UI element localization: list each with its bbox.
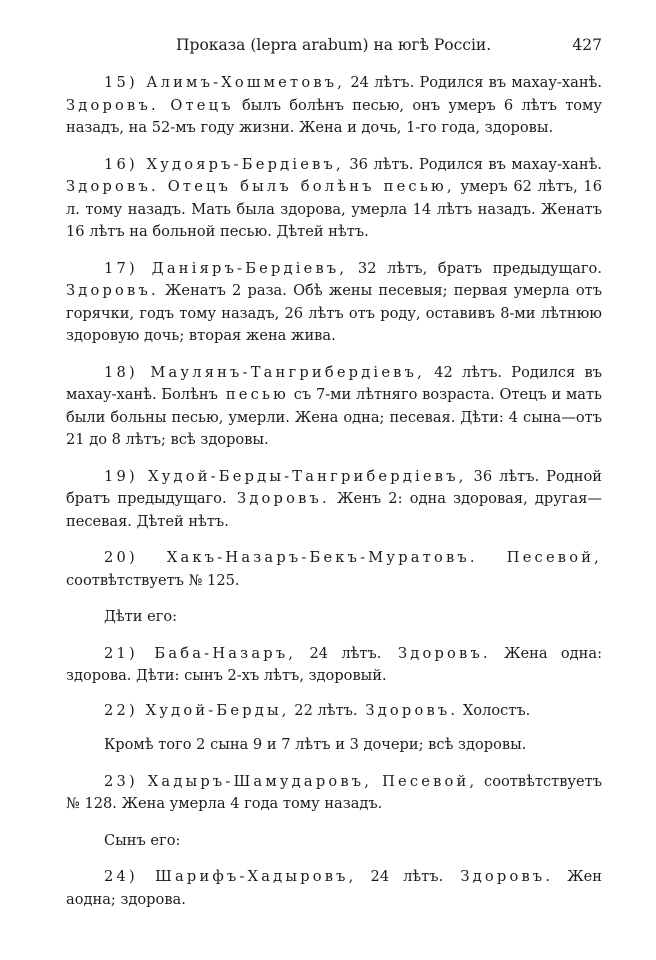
entry-text: 22 лѣтъ. [289, 701, 358, 719]
entry-name: 20) Хакъ-Назаръ-Бекъ-Муратовъ. [104, 549, 478, 566]
entry-18 [66, 362, 602, 452]
entry-20 [66, 547, 602, 592]
entry-name: 24) Шарифъ-Хадыровъ, [104, 868, 357, 885]
entry-21 [66, 643, 602, 688]
entry-text: 24 лѣтъ. [356, 868, 444, 885]
entry-cont: Жена одна: здорова. Дѣти: сынъ 2-хъ лѣтъ, здоровый. [66, 644, 602, 684]
entry-17 [66, 258, 602, 348]
entry-24 [66, 866, 602, 911]
children-label: Дѣти его: [104, 608, 178, 625]
entry-spaced: Здоровъ. [226, 490, 330, 507]
entry-name: 22) Худой-Берды, [104, 701, 290, 719]
entry-name: 17) Даніяръ-Бердіевъ, [104, 259, 348, 277]
entry-cont: Холостъ. [458, 701, 531, 719]
entry-name: 23) Хадыръ-Шамударовъ, [104, 772, 373, 790]
entry-text: 36 лѣтъ. Родился въ махау-ханѣ. [343, 155, 603, 173]
entry-spaced: песью [217, 386, 290, 403]
entry-spaced: Здоровъ. [66, 282, 159, 299]
entry-spaced: Песевой, [477, 549, 603, 566]
entry-cont: соотвѣтствуетъ № 128. Жена умерла 4 года тому назадъ. [66, 772, 603, 812]
entry-text: 32 лѣтъ, братъ предыдущаго. [347, 259, 602, 277]
son-label: Сынъ его: [104, 831, 181, 849]
entry-name: 18) Маулянъ-Тангрибердіевъ, [104, 363, 425, 381]
entry-23 [66, 771, 602, 816]
note-line: Кромѣ того 2 сына 9 и 7 лѣтъ и 3 дочери; всѣ здоровы. [104, 736, 527, 753]
entry-spaced: Здоровъ. [357, 701, 459, 719]
body-text [66, 72, 602, 925]
entry-19 [66, 466, 602, 534]
page-number: 427 [572, 36, 602, 54]
entry-spaced: Здоровъ. Отецъ [66, 96, 234, 114]
entry-22 [66, 700, 602, 723]
header-title: Проказа (lepra arabum) на югѣ Россіи. [176, 36, 492, 54]
entry-name: 19) Худой-Берды-Тангрибердіевъ, [104, 467, 467, 485]
entry-cont: Женатъ 2 раза. Обѣ жены песевыя; первая умерла отъ горячки, годъ тому назадъ, 26 лѣтъ отъ роду, оставивъ 8-ми лѣтнюю здоровую дочь; вторая жена жива. [66, 282, 602, 344]
entry-spaced: Здоровъ. Отецъ былъ болѣнъ песью, [66, 178, 455, 195]
entry-spaced: Здоровъ. [443, 868, 554, 885]
entry-cont: соотвѣтствуетъ № 125. [66, 571, 240, 589]
entry-15 [66, 72, 602, 140]
entry-16 [66, 154, 602, 244]
entry-spaced: Здоровъ. [381, 644, 491, 662]
entry-name: 21) Баба-Назаръ, [104, 644, 297, 662]
entry-text: 36 лѣтъ. Родной братъ предыдущаго. [66, 467, 602, 507]
entry-text: 42 лѣтъ. Родился въ махау-ханѣ. Болѣнъ [66, 363, 602, 403]
entry-text: 24 лѣтъ. Родился въ махау-ханѣ. [345, 74, 602, 91]
entry-cont: умеръ 62 лѣтъ, 16 л. тому назадъ. Мать была здорова, умерла 14 лѣтъ назадъ. Женатъ 16 лѣтъ на больной песью. Дѣтей нѣтъ. [66, 178, 602, 240]
entry-name: 16) Худояръ-Бердіевъ, [104, 155, 344, 173]
entry-spaced: Песевой, [372, 772, 478, 790]
entry-cont: Жен аодна; здорова. [66, 868, 602, 908]
entry-cont: былъ болѣнъ песью, онъ умеръ 6 лѣтъ тому назадъ, на 52-мъ году жизни. Жена и дочь, 1-го года, здоровы. [66, 96, 602, 136]
entry-name: 15) Алимъ-Хошметовъ, [104, 74, 346, 91]
entry-cont: Женъ 2: одна здоровая, другая—песевая. Дѣтей нѣтъ. [66, 490, 602, 530]
running-header [66, 36, 602, 58]
entry-text: 24 лѣтъ. [296, 644, 382, 662]
entry-cont: съ 7-ми лѣтняго возраста. Отецъ и мать были больны песью, умерли. Жена одна; песевая. Дѣти: 4 сына—отъ 21 до 8 лѣтъ; всѣ здоровы. [66, 386, 602, 448]
